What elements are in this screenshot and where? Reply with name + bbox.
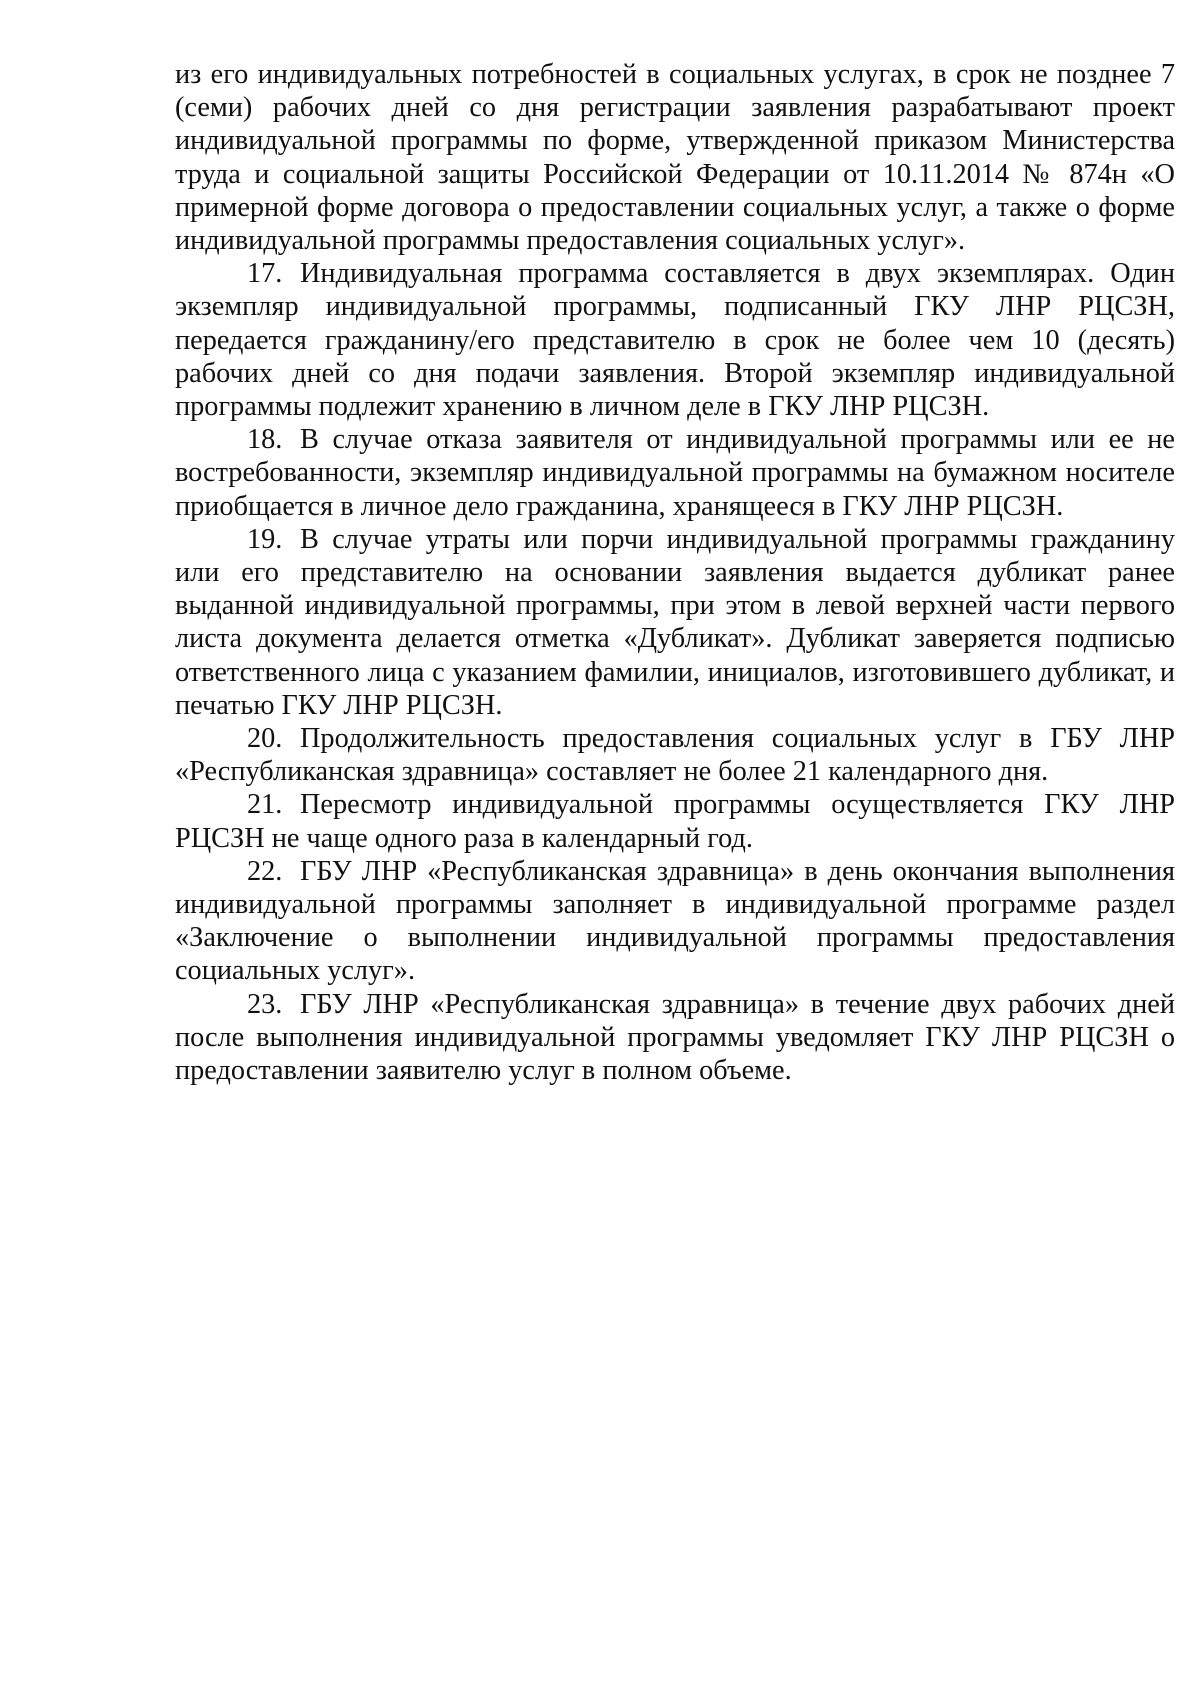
paragraph-text: Пересмотр индивидуальной программы осуществляется ГКУ ЛНР РЦСЗН не чаще одного раза в календарный год.: [175, 789, 1175, 854]
paragraph-18: [175, 423, 1175, 523]
paragraph-number: 20.: [247, 723, 283, 755]
paragraph-23: [175, 988, 1175, 1088]
paragraph-continuation: [175, 58, 1175, 257]
paragraph-text: В случае утраты или порчи индивидуальной программы гражданину или его представителю на основании заявления выдается дубликат ранее выданной индивидуальной программы, при этом в левой верхней части первого листа документа делается отметка «Дубликат». Дубликат заверяется подписью ответственного лица с указанием фамилии, инициалов, изготовившего дубликат, и печатью ГКУ ЛНР РЦСЗН.: [175, 523, 1175, 721]
paragraph-text: Индивидуальная программа составляется в двух экземплярах. Один экземпляр индивидуальной программы, подписанный ГКУ ЛНР РЦСЗН, передается гражданину/его представителю в срок не более чем 10 (десять) рабочих дней со дня подачи заявления. Второй экземпляр индивидуальной программы подлежит хранению в личном деле в ГКУ ЛНР РЦСЗН.: [175, 258, 1175, 423]
paragraph-text: из его индивидуальных потребностей в социальных услугах, в срок не позднее 7 (семи) рабочих дней со дня регистрации заявления разрабатывают проект индивидуальной программы по форме, утвержденной приказом Министерства труда и социальной защиты Российской Федерации от 10.11.2014 № 874н «О примерной форме договора о предоставлении социальных услуг, а также о форме индивидуальной программы предоставления социальных услуг».: [175, 59, 1175, 257]
paragraph-number: 23.: [247, 988, 283, 1020]
paragraph-21: [175, 788, 1175, 854]
paragraph-number: 22.: [247, 855, 283, 887]
paragraph-text: ГБУ ЛНР «Республиканская здравница» в течение двух рабочих дней после выполнения индивидуальной программы уведомляет ГКУ ЛНР РЦСЗН о предоставлении заявителю услуг в полном объеме.: [175, 988, 1175, 1087]
paragraph-17: [175, 257, 1175, 423]
paragraph-number: 18.: [247, 424, 283, 456]
paragraph-number: 19.: [247, 523, 283, 555]
document-body: [175, 58, 1175, 1087]
paragraph-20: [175, 722, 1175, 788]
paragraph-text: ГБУ ЛНР «Республиканская здравница» в день окончания выполнения индивидуальной программы заполняет в индивидуальной программе раздел «Заключение о выполнении индивидуальной программы предоставления социальных услуг».: [175, 855, 1175, 987]
paragraph-19: [175, 523, 1175, 722]
paragraph-number: 21.: [247, 789, 283, 821]
paragraph-text: В случае отказа заявителя от индивидуальной программы или ее не востребованности, экземпляр индивидуальной программы на бумажном носителе приобщается в личное дело гражданина, хранящееся в ГКУ ЛНР РЦСЗН.: [175, 424, 1175, 522]
paragraph-number: 17.: [247, 258, 283, 290]
paragraph-text: Продолжительность предоставления социальных услуг в ГБУ ЛНР «Республиканская здравница» составляет не более 21 календарного дня.: [175, 723, 1175, 788]
paragraph-22: [175, 855, 1175, 988]
